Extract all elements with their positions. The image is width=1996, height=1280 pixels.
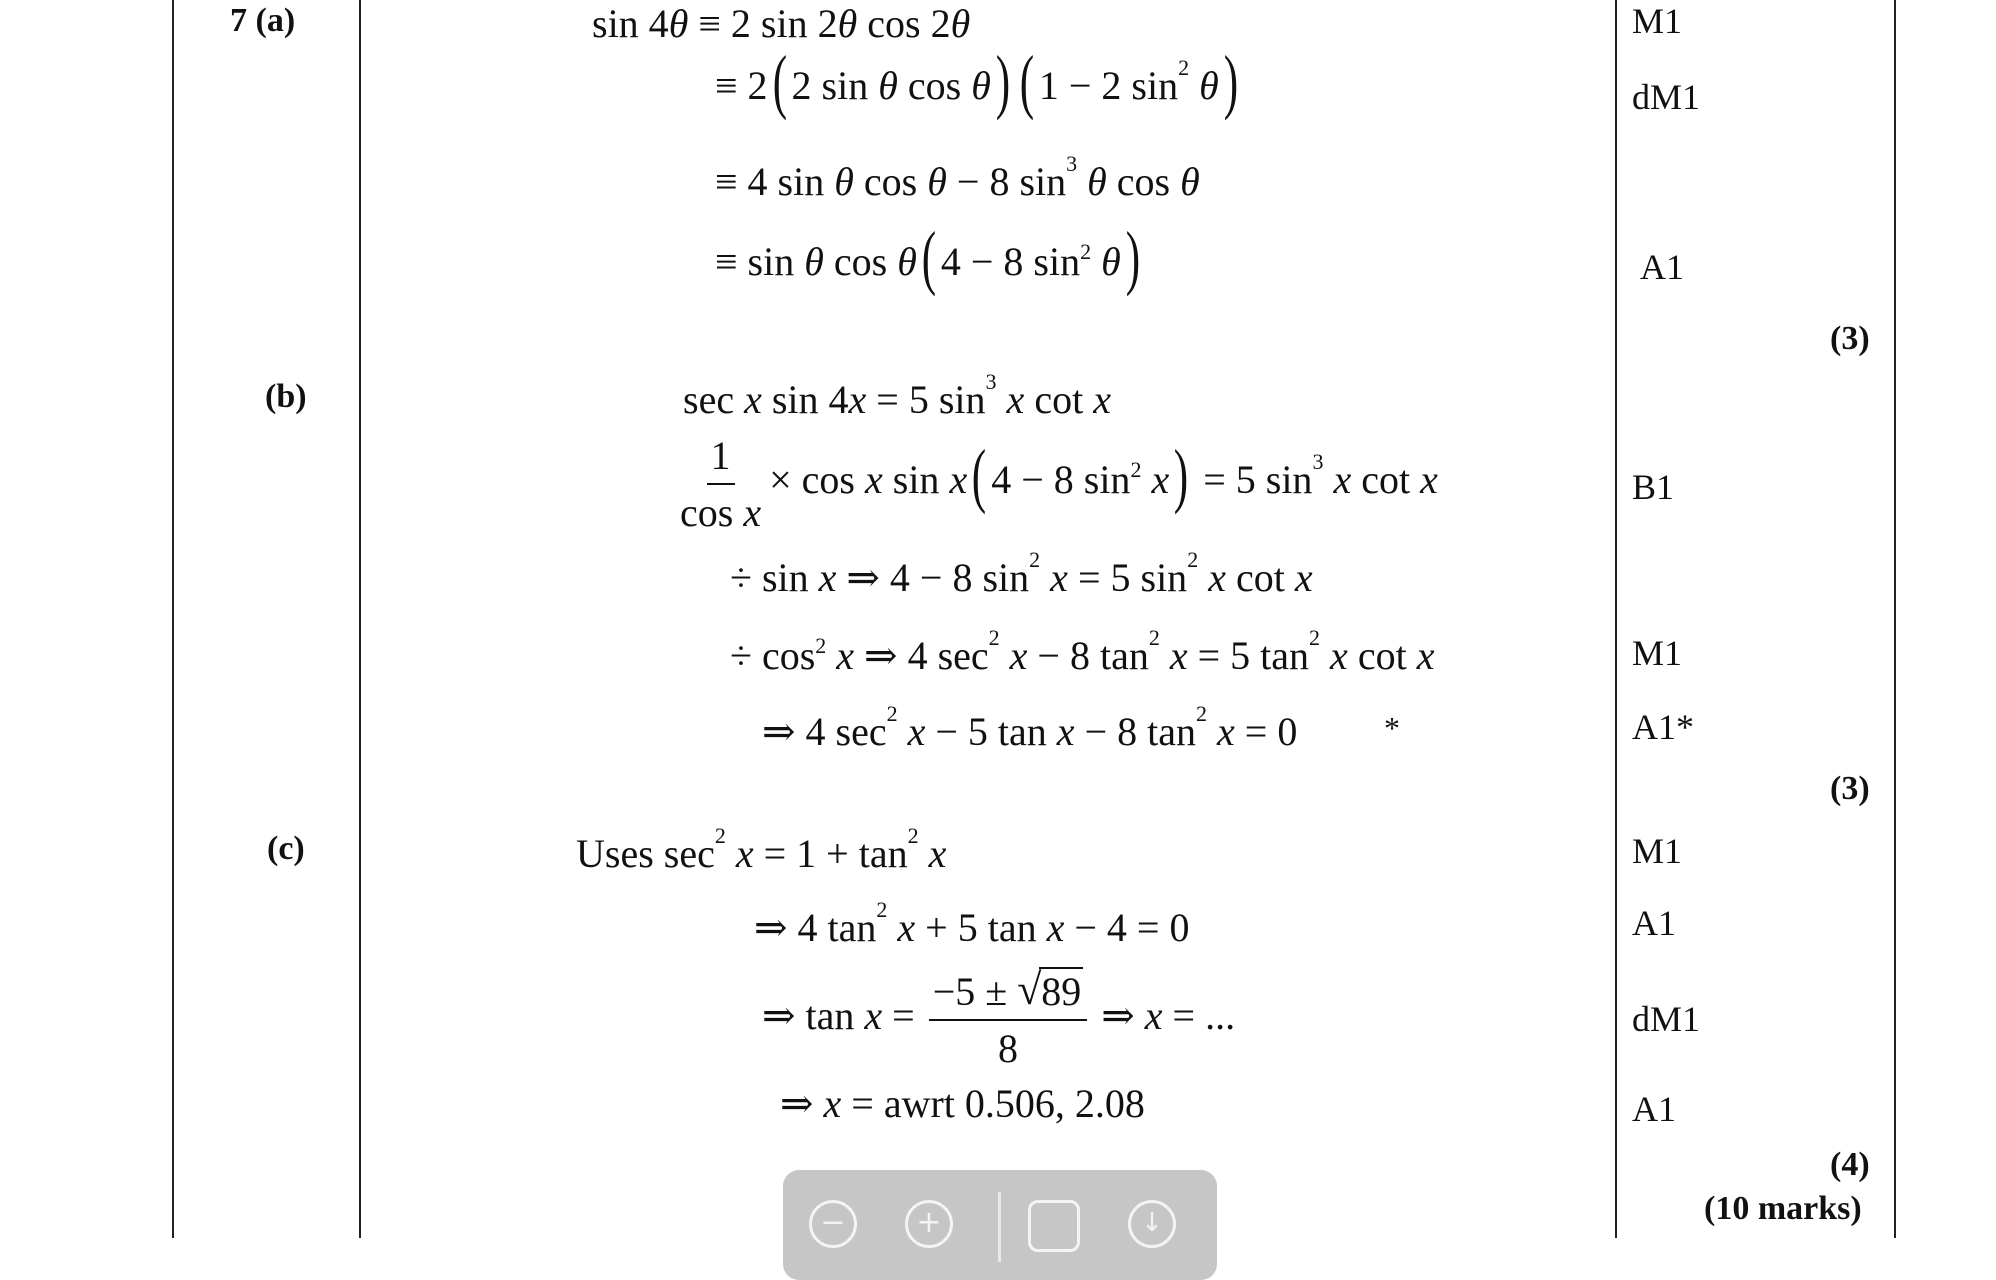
floating-toolbar — [783, 1170, 1217, 1280]
subtotal-a: (3) — [1830, 320, 1870, 357]
uses-text: Uses — [576, 831, 654, 876]
question-label-c: (c) — [267, 830, 305, 867]
mark-c-a1-final: A1 — [1632, 1089, 1676, 1129]
question-label-7a: 7 (a) — [230, 2, 296, 39]
mark-b-b1: B1 — [1632, 467, 1675, 507]
zoom-out-icon[interactable]: − — [809, 1200, 857, 1248]
download-icon[interactable]: ↓ — [1128, 1200, 1176, 1248]
mark-b-m1: M1 — [1632, 633, 1683, 673]
table-border-right — [1894, 0, 1896, 1238]
working-b-line5: ⇒ 4 $\sec^2 x - 5$ tan x − 8 $\tan^2 x = 0$ — [762, 700, 1298, 754]
working-c-line4: ⇒ x = awrt 0.506, 2.08 — [780, 1081, 1145, 1126]
question-label-b: (b) — [265, 378, 307, 415]
mark-a-a1: A1 — [1640, 247, 1684, 287]
working-c-line3: ⇒ tan x = −5 ± √ 89 8 ⇒ x = ... — [762, 965, 1236, 1071]
working-a-line4: ≡ sin θ cos θ( 4 − 8 $\sin^2 \theta$) — [715, 217, 1140, 297]
given-result-star: * — [1384, 710, 1400, 746]
toolbar-divider — [998, 1192, 1001, 1262]
working-a-line2: ≡ 2( 2 sin θ cos θ) ( 1 − 2 $\sin^2 \theta$) — [715, 41, 1238, 121]
table-border-left — [172, 0, 174, 1238]
zoom-in-icon[interactable]: + — [905, 1200, 953, 1248]
working-b-line3: ÷ sin x ⇒ 4 − 8 $\sin^2 x = 5$ $\sin^2 x$ cot x — [730, 546, 1313, 600]
table-border-mark-col — [1615, 0, 1617, 1238]
table-border-label-col — [359, 0, 361, 1238]
mark-a-m1: M1 — [1632, 1, 1683, 41]
copy-icon[interactable] — [1028, 1200, 1080, 1252]
working-b-line2: $\frac{1}{\text{cos x}}$ × cos x sin x( 4 − 8 $\sin^2 x) = 5$ $\sin^3 x$ cot x — [680, 433, 1438, 535]
working-b-line4: ÷ $\cos^2 x$ ⇒ 4 $\sec^2 x - 8$ $\tan^2 x = 5$ $\tan^2 x$ cot x — [730, 624, 1435, 678]
total-marks: (10 marks) — [1704, 1190, 1862, 1227]
working-a-line1: sin 4θ ≡ 2 sin 2θ cos 2θ — [592, 1, 971, 46]
subtotal-b: (3) — [1830, 770, 1870, 807]
working-a-line3: ≡ 4 sin θ cos θ − 8 $\sin^3 \theta$ cos θ — [715, 150, 1200, 204]
working-c-line1: Uses $\sec^2 x = 1 + \tan^2 x$ — [576, 822, 947, 876]
final-answer: awrt 0.506, 2.08 — [883, 1081, 1145, 1126]
working-b-line1: sec x sin 4x = 5 $\sin^3 x$ cot x — [683, 368, 1111, 422]
subtotal-c: (4) — [1830, 1146, 1870, 1183]
mark-c-a1: A1 — [1632, 903, 1676, 943]
mark-a-dm1: dM1 — [1632, 77, 1701, 117]
mark-c-dm1: dM1 — [1632, 999, 1701, 1039]
working-c-line2: ⇒ 4 $\tan^2 x + 5$ tan x − 4 = 0 — [754, 896, 1190, 950]
mark-c-m1: M1 — [1632, 831, 1683, 871]
mark-b-a1star: A1* — [1632, 707, 1694, 747]
